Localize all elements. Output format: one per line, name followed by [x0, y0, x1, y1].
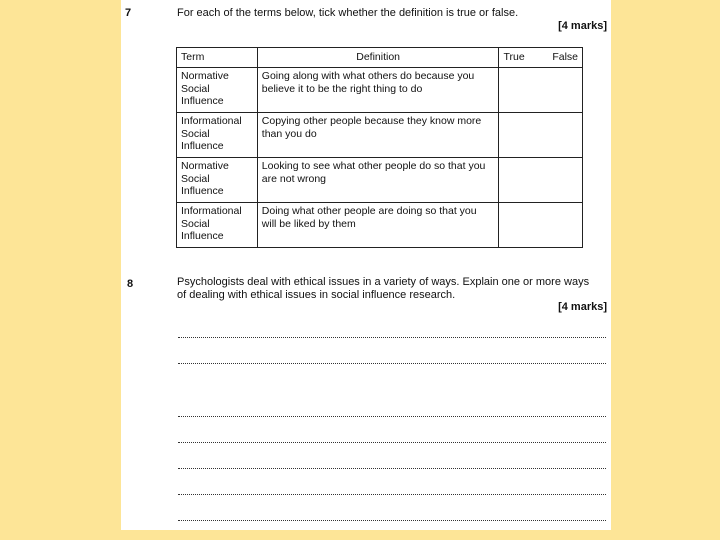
question-7-prompt: For each of the terms below, tick whether the definition is true or false. — [177, 7, 519, 19]
answer-line[interactable] — [178, 520, 606, 521]
answer-line[interactable] — [178, 494, 606, 495]
header-true: True — [503, 51, 525, 63]
definition-line: believe it to be the right thing to do — [261, 82, 423, 95]
definition-cell — [257, 113, 499, 158]
answer-line[interactable] — [178, 363, 606, 364]
question-8-number: 8 — [127, 278, 134, 290]
table-row — [177, 158, 583, 203]
term-line: Influence — [181, 95, 224, 107]
definition-line: will be liked by them — [261, 217, 356, 230]
term-cell — [177, 203, 258, 248]
question-7-number: 7 — [125, 7, 132, 19]
term-line: Influence — [181, 185, 224, 197]
question-8-marks: [4 marks] — [558, 301, 607, 313]
term-line: Social — [181, 172, 210, 185]
term-line: Normative — [181, 160, 229, 172]
table-row — [177, 203, 583, 248]
true-false-answer-cell[interactable] — [499, 203, 583, 248]
definition-line: Looking to see what other people do so that you — [261, 160, 486, 172]
table-header-row — [177, 48, 583, 68]
term-line: Social — [181, 217, 210, 230]
exam-page — [121, 0, 611, 530]
term-cell — [177, 113, 258, 158]
answer-line[interactable] — [178, 442, 606, 443]
table-row — [177, 68, 583, 113]
definition-cell — [257, 68, 499, 113]
definition-line: Going along with what others do because you — [261, 70, 475, 82]
term-line: Influence — [181, 140, 224, 152]
definition-line: Doing what other people are doing so that you — [261, 205, 477, 217]
true-false-answer-cell[interactable] — [499, 113, 583, 158]
question-8-prompt-line: of dealing with ethical issues in social influence research. — [177, 289, 456, 301]
term-line: Social — [181, 82, 210, 95]
true-false-answer-cell[interactable] — [499, 158, 583, 203]
answer-line[interactable] — [178, 337, 606, 338]
header-false: False — [552, 51, 578, 63]
definition-cell — [257, 158, 499, 203]
header-true-false — [499, 48, 583, 68]
table-row — [177, 113, 583, 158]
term-line: Social — [181, 127, 210, 140]
definition-line: are not wrong — [261, 172, 327, 185]
term-cell — [177, 158, 258, 203]
term-line: Influence — [181, 230, 224, 242]
definition-cell — [257, 203, 499, 248]
header-definition: Definition — [257, 48, 499, 68]
question-7-marks: [4 marks] — [558, 20, 607, 32]
true-false-answer-cell[interactable] — [499, 68, 583, 113]
terms-table — [176, 47, 583, 248]
question-8-prompt — [177, 276, 589, 302]
definition-line: than you do — [261, 127, 317, 140]
header-term: Term — [177, 48, 258, 68]
answer-line[interactable] — [178, 468, 606, 469]
term-line: Normative — [181, 70, 229, 82]
term-cell — [177, 68, 258, 113]
question-8-prompt-line: Psychologists deal with ethical issues in a variety of ways. Explain one or more ways — [177, 276, 590, 288]
answer-line[interactable] — [178, 416, 606, 417]
term-line: Informational — [181, 205, 242, 217]
term-line: Informational — [181, 115, 242, 127]
definition-line: Copying other people because they know more — [261, 115, 482, 127]
